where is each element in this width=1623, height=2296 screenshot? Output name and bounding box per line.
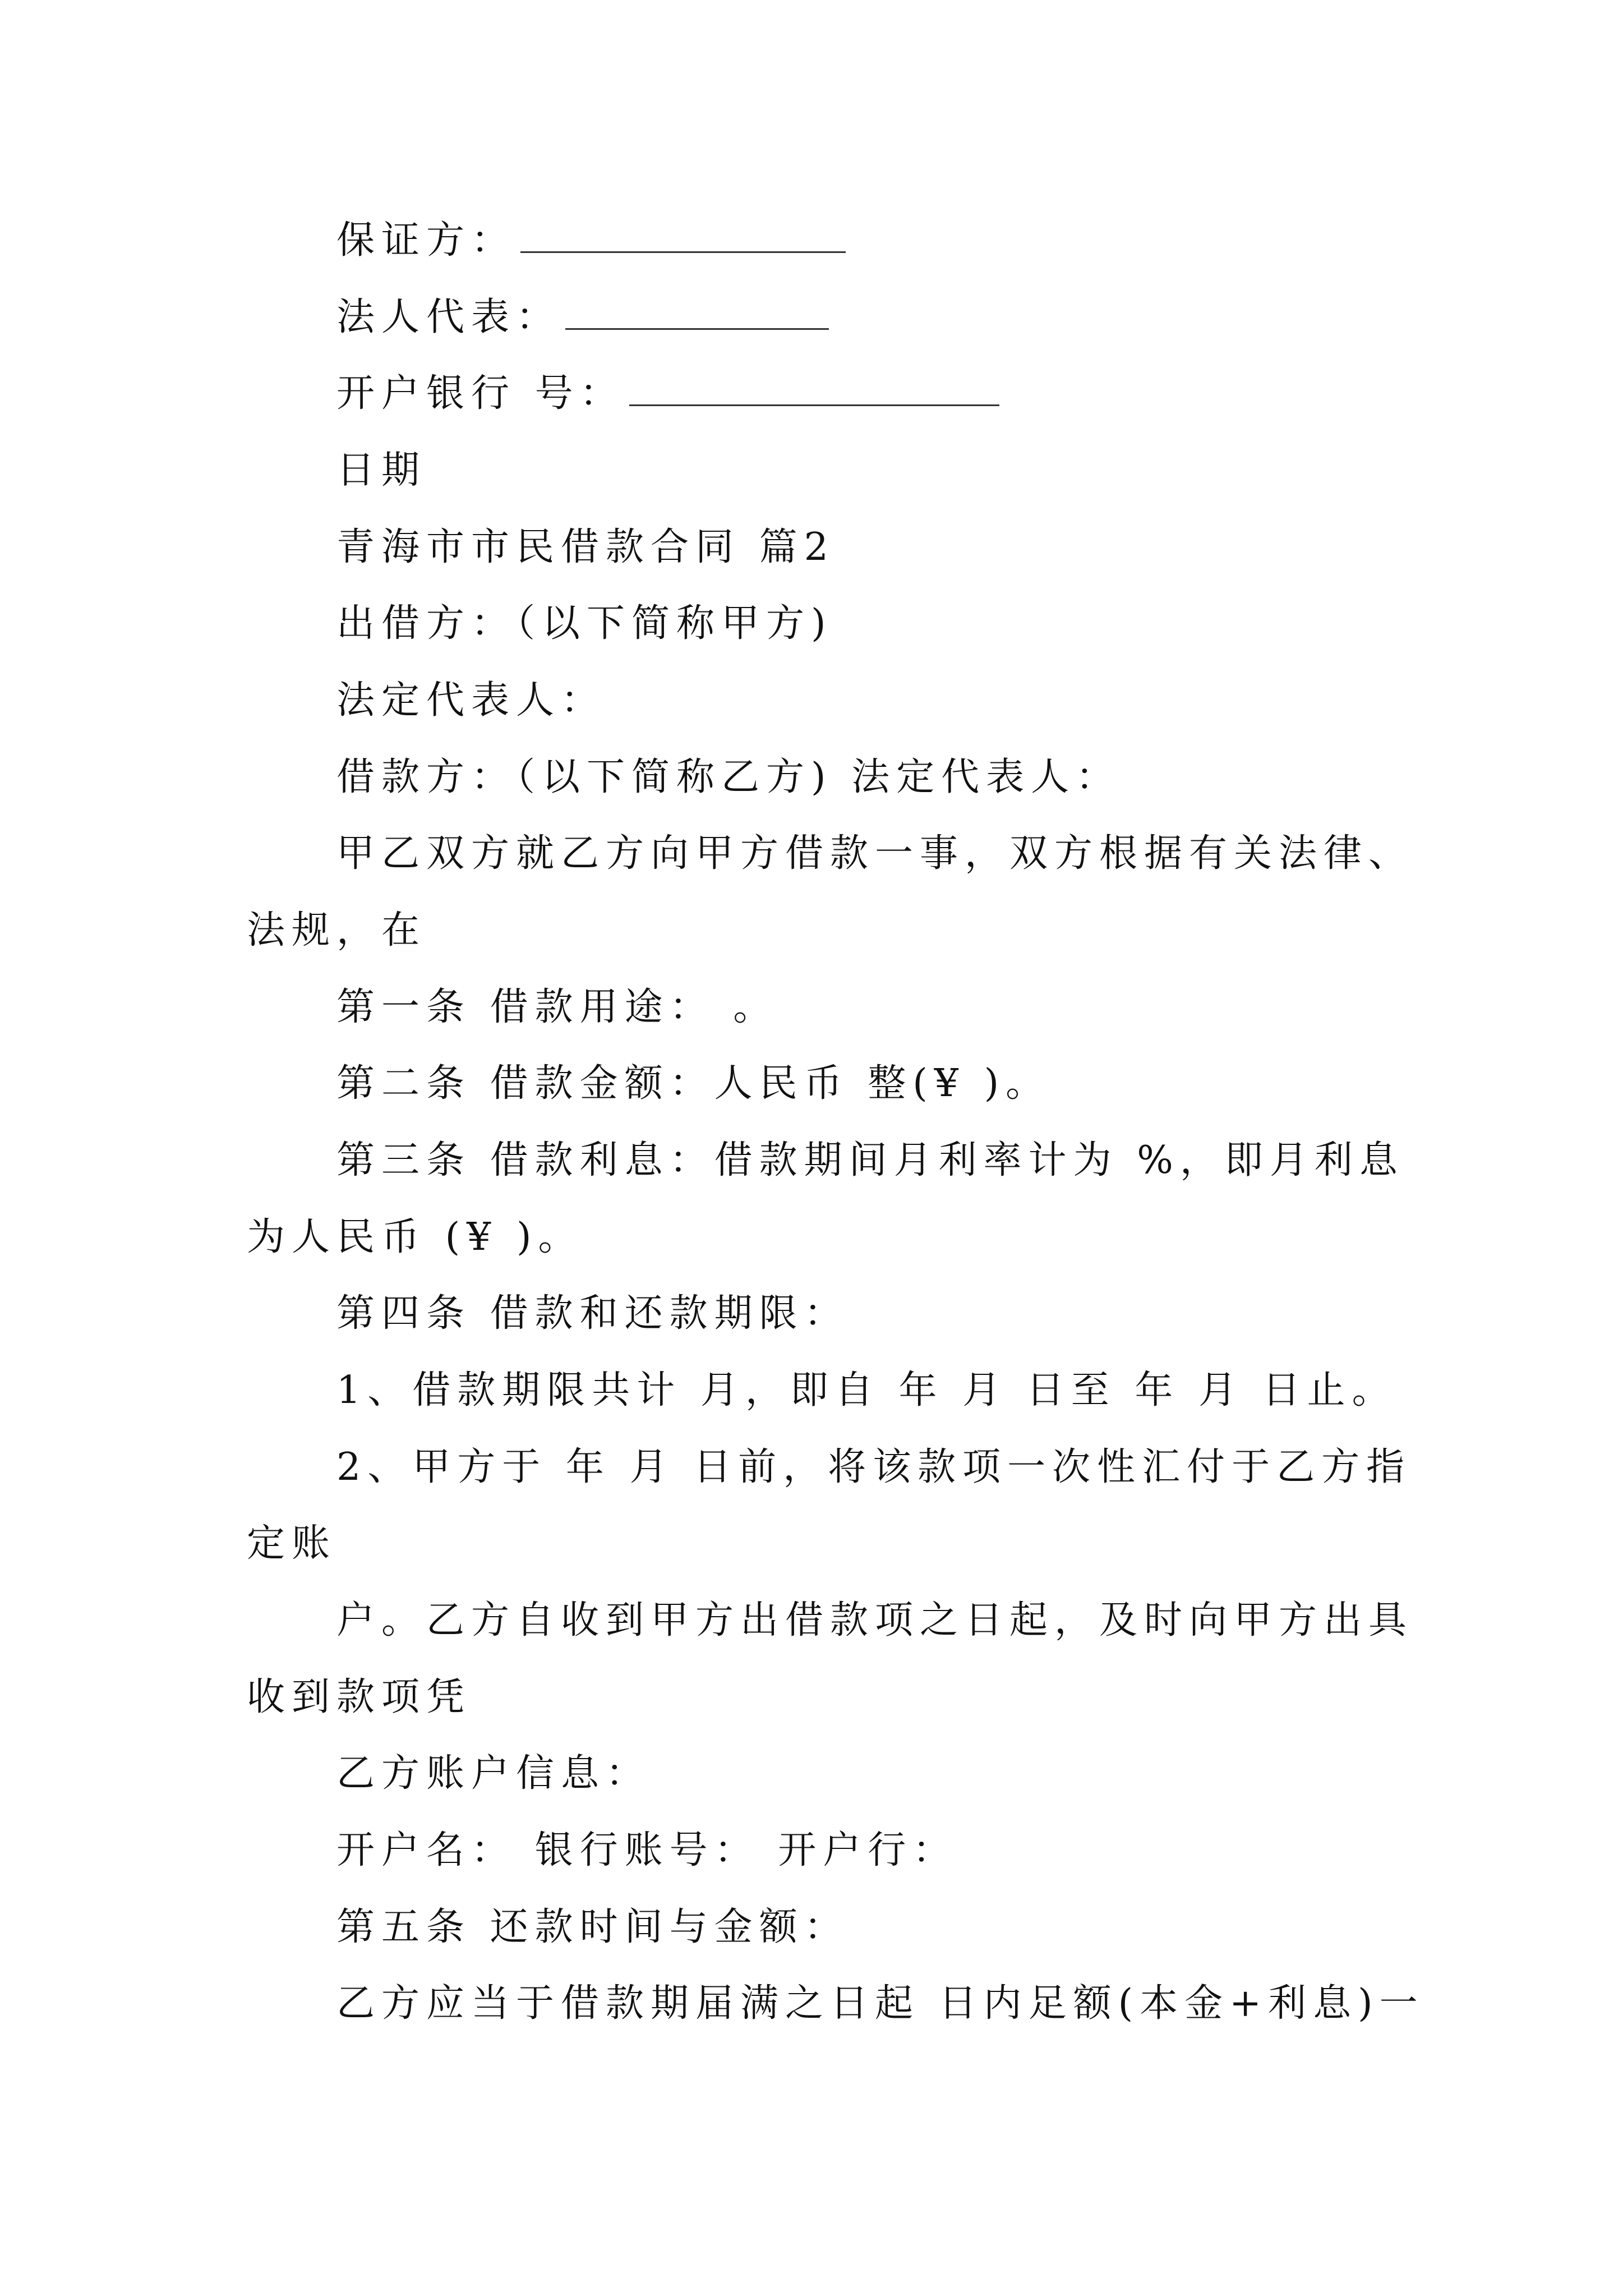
intro-line-2: 法规，在 xyxy=(247,908,427,953)
legal-rep-label: 法人代表： xyxy=(336,295,561,339)
lender-line: 出借方：（以下简称甲方) xyxy=(336,601,833,646)
legal-rep-line xyxy=(336,295,829,339)
date-line: 日期 xyxy=(336,448,427,493)
bank-account-line xyxy=(336,371,999,416)
article-5-item-1: 乙方应当于借款期届满之日起 日内足额(本金+利息)一 xyxy=(336,1981,1424,2026)
article-2: 第二条 借款金额：人民币 整(¥ )。 xyxy=(336,1061,1051,1106)
article-3-line-1: 第三条 借款利息：借款期间月利率计为 %，即月利息 xyxy=(336,1138,1404,1182)
guarantor-blank xyxy=(520,222,846,253)
guarantor-label: 保证方： xyxy=(336,218,517,263)
article-4-item-1: 1、借款期限共计 月，即自 年 月 日至 年 月 日止。 xyxy=(336,1368,1397,1412)
bank-account-blank xyxy=(629,375,999,406)
bank-account-label: 开户银行 号： xyxy=(336,371,625,416)
article-4-item-3-line-2: 收到款项凭 xyxy=(247,1675,472,1719)
article-4-item-2-line-1: 2、甲方于 年 月 日前，将该款项一次性汇付于乙方指 xyxy=(336,1445,1412,1489)
article-4: 第四条 借款和还款期限： xyxy=(336,1291,849,1336)
account-fields-line: 开户名： 银行账号： 开户行： xyxy=(336,1828,958,1872)
article-4-item-3-line-1: 户。乙方自收到甲方出借款项之日起，及时向甲方出具 xyxy=(336,1598,1414,1642)
account-info-heading: 乙方账户信息： xyxy=(336,1751,651,1796)
article-3-line-2: 为人民币 (¥ )。 xyxy=(247,1215,583,1259)
contract-title: 青海市市民借款合同 篇2 xyxy=(336,525,835,569)
article-4-item-2-line-2: 定账 xyxy=(247,1521,337,1566)
article-1: 第一条 借款用途： 。 xyxy=(336,985,778,1029)
article-5: 第五条 还款时间与金额： xyxy=(336,1905,849,1949)
legal-rep-blank xyxy=(565,299,829,330)
lender-rep-line: 法定代表人： xyxy=(336,678,606,723)
intro-line-1: 甲乙双方就乙方向甲方借款一事，双方根据有关法律、 xyxy=(336,831,1414,876)
guarantor-line xyxy=(336,218,846,263)
borrower-line: 借款方：（以下简称乙方) 法定代表人： xyxy=(336,755,1121,799)
